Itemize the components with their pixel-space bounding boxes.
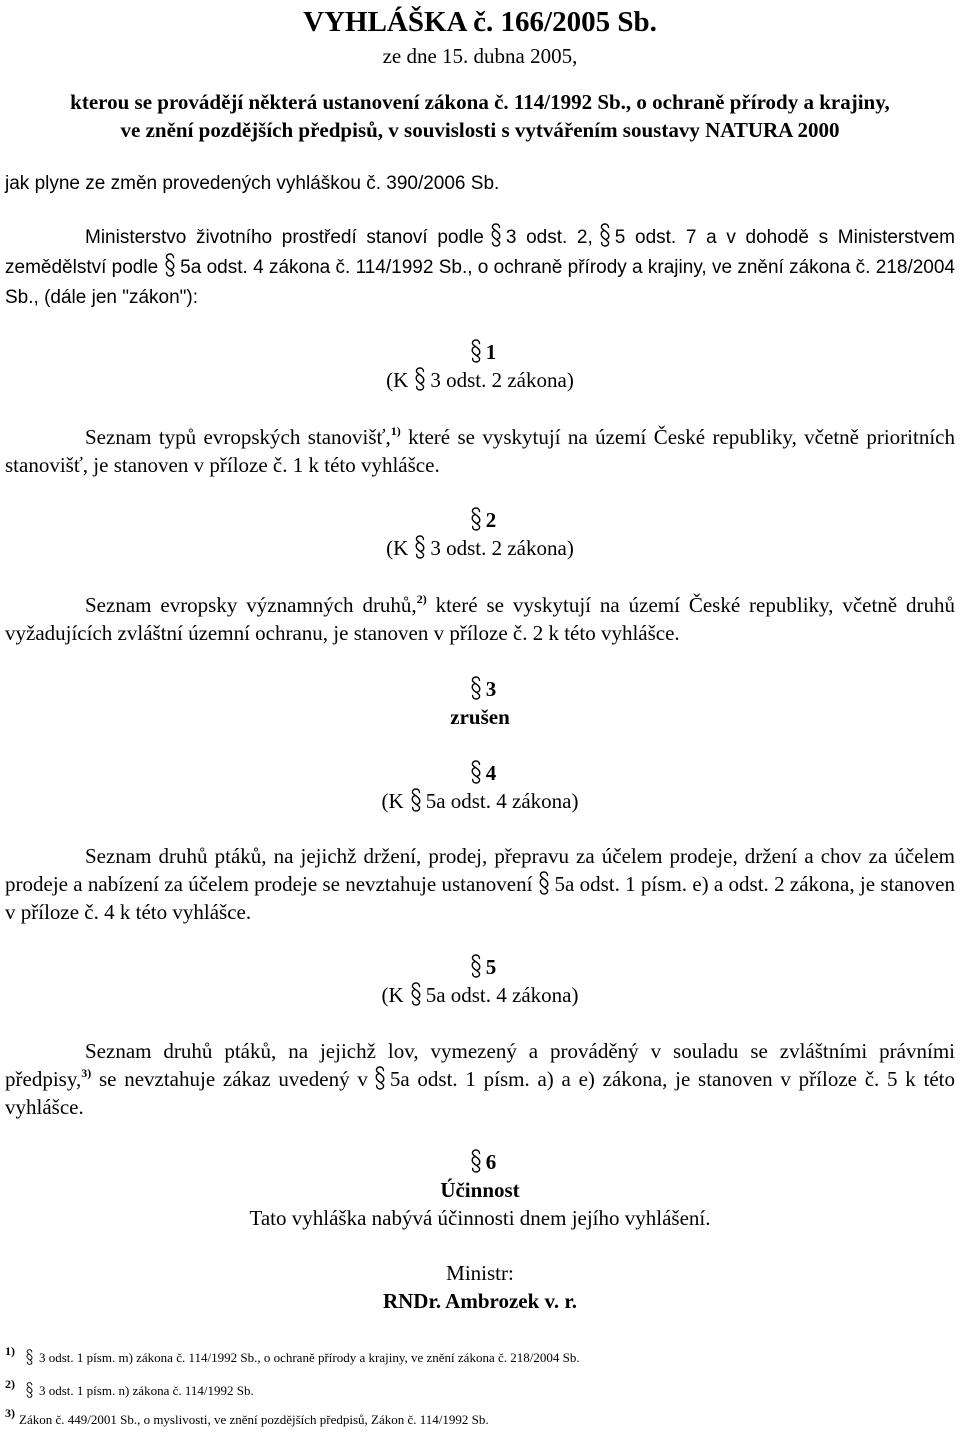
section-sign-icon	[410, 982, 422, 1006]
preamble-text-1: Ministerstvo životního prostředí stanoví podle	[85, 227, 484, 248]
section-4-text-b: 5a odst. 1 písm. e) a odst. 2 zákona, je stanoven v příloze č. 4 k této vyhlášce.	[5, 872, 956, 924]
section-3-heading	[0, 675, 960, 703]
section-1-reference	[0, 366, 960, 394]
section-3-status: zrušen	[450, 705, 510, 729]
section-sign-icon	[599, 223, 611, 247]
section-4-text	[5, 842, 955, 926]
section-sign-icon	[374, 1066, 386, 1090]
reference-open: (K	[381, 789, 404, 813]
section-2-text-a: Seznam evropsky významných druhů,	[85, 593, 417, 617]
section-1-text-b: které se vyskytují na území České republiky, včetně prioritních stanovišť, je stanoven v příloze č. 1 k této vyhlášce.	[5, 425, 955, 477]
footnote-ref-2[interactable]: 2)	[416, 592, 427, 606]
section-sign-icon	[414, 367, 426, 391]
section-5-text	[5, 1037, 955, 1121]
signature-name: RNDr. Ambrozek v. r.	[382, 1289, 578, 1313]
section-5-text-c: 5a odst. 1 písm. a) a e) zákona, je stanoven v příloze č. 5 k této vyhlášce.	[5, 1067, 956, 1119]
section-sign-icon	[470, 676, 482, 700]
section-5-number: 5	[485, 955, 497, 979]
section-4-heading	[0, 759, 960, 787]
preamble-text-4: 5a odst. 4 zákona č. 114/1992 Sb., o ochraně přírody a krajiny, ve znění zákona č. 218/2004 Sb., (dále jen "zákon"):	[5, 257, 955, 308]
document-title: VYHLÁŠKA č. 166/2005 Sb.	[303, 6, 657, 38]
reference-text: 5a odst. 4 zákona)	[425, 983, 579, 1007]
footnote-2	[5, 1376, 955, 1399]
section-5-text-b: se nevztahuje zákaz uvedený v	[98, 1067, 368, 1091]
reference-text: 5a odst. 4 zákona)	[425, 789, 579, 813]
section-6-number: 6	[485, 1150, 497, 1174]
document-subtitle-line2: ve znění pozdějších předpisů, v souvislosti s vytvářením soustavy NATURA 2000	[120, 118, 840, 142]
section-1-text-a: Seznam typů evropských stanovišť,	[85, 425, 391, 449]
section-sign-icon	[470, 954, 482, 978]
document-date: ze dne 15. dubna 2005,	[382, 44, 578, 68]
section-4-number: 4	[485, 761, 497, 785]
reference-text: 3 odst. 2 zákona)	[430, 368, 574, 392]
section-2-number: 2	[485, 508, 497, 532]
section-sign-icon	[538, 871, 550, 895]
section-5-reference	[0, 981, 960, 1009]
reference-open: (K	[381, 983, 404, 1007]
footnote-3	[5, 1405, 955, 1428]
section-2-heading	[0, 506, 960, 534]
preamble	[5, 223, 955, 313]
amendment-note: jak plyne ze změn provedených vyhláškou č. 390/2006 Sb.	[5, 173, 500, 194]
footnote-mark: 3)	[5, 1406, 15, 1420]
footnote-text: Zákon č. 449/2001 Sb., o myslivosti, ve znění pozdějších předpisů, Zákon č. 114/1992 Sb.	[19, 1412, 489, 1427]
section-sign-icon	[25, 1382, 34, 1398]
section-2-text-b: které se vyskytují na území České republiky, včetně druhů vyžadujících zvláštní územní ochranu, je stanoven v příloze č. 2 k této vyhlášce.	[5, 593, 955, 645]
section-2-text	[5, 591, 955, 647]
preamble-text-3: 5 odst. 7 a v dohodě s Ministerstvem zemědělství podle	[5, 227, 955, 278]
reference-open: (K	[386, 536, 409, 560]
section-4-text-a: Seznam druhů ptáků, na jejichž držení, prodej, přepravu za účelem prodeje, držení a chov za účelem prodeje a nabízení za účelem prodeje se nevztahuje ustanovení	[5, 844, 955, 896]
section-sign-icon	[164, 253, 176, 277]
section-1-heading	[0, 338, 960, 366]
section-sign-icon	[410, 788, 422, 812]
section-sign-icon	[414, 535, 426, 559]
footnote-ref-1[interactable]: 1)	[390, 424, 401, 438]
section-1-text	[5, 423, 955, 479]
section-sign-icon	[470, 339, 482, 363]
footnote-ref-3[interactable]: 3)	[81, 1066, 92, 1080]
footnote-mark: 1)	[5, 1344, 15, 1358]
section-6-title: Účinnost	[440, 1178, 520, 1202]
section-5-text-a: Seznam druhů ptáků, na jejichž lov, vymezený a prováděný v souladu se zvláštními právními předpisy,	[5, 1039, 955, 1091]
preamble-text-2: 3 odst. 2,	[505, 227, 593, 248]
footnote-text: 3 odst. 1 písm. m) zákona č. 114/1992 Sb., o ochraně přírody a krajiny, ve znění zákona č. 218/2004 Sb.	[39, 1350, 580, 1365]
section-sign-icon	[25, 1349, 34, 1365]
footnote-text: 3 odst. 1 písm. n) zákona č. 114/1992 Sb.	[39, 1383, 254, 1398]
footnote-1	[5, 1343, 955, 1366]
reference-text: 3 odst. 2 zákona)	[430, 536, 574, 560]
section-3-number: 3	[485, 677, 497, 701]
section-sign-icon	[470, 507, 482, 531]
document-subtitle-line1: kterou se provádějí některá ustanovení zákona č. 114/1992 Sb., o ochraně přírody a krajiny,	[70, 90, 890, 114]
signature-role: Ministr:	[446, 1261, 514, 1285]
section-5-heading	[0, 953, 960, 981]
section-sign-icon	[470, 760, 482, 784]
section-6-text: Tato vyhláška nabývá účinnosti dnem jejího vyhlášení.	[249, 1206, 711, 1230]
section-sign-icon	[490, 223, 502, 247]
section-sign-icon	[470, 1149, 482, 1173]
section-1-number: 1	[485, 340, 497, 364]
footnote-mark: 2)	[5, 1377, 15, 1391]
reference-open: (K	[386, 368, 409, 392]
section-2-reference	[0, 534, 960, 562]
section-4-reference	[0, 787, 960, 815]
section-6-heading	[0, 1148, 960, 1176]
